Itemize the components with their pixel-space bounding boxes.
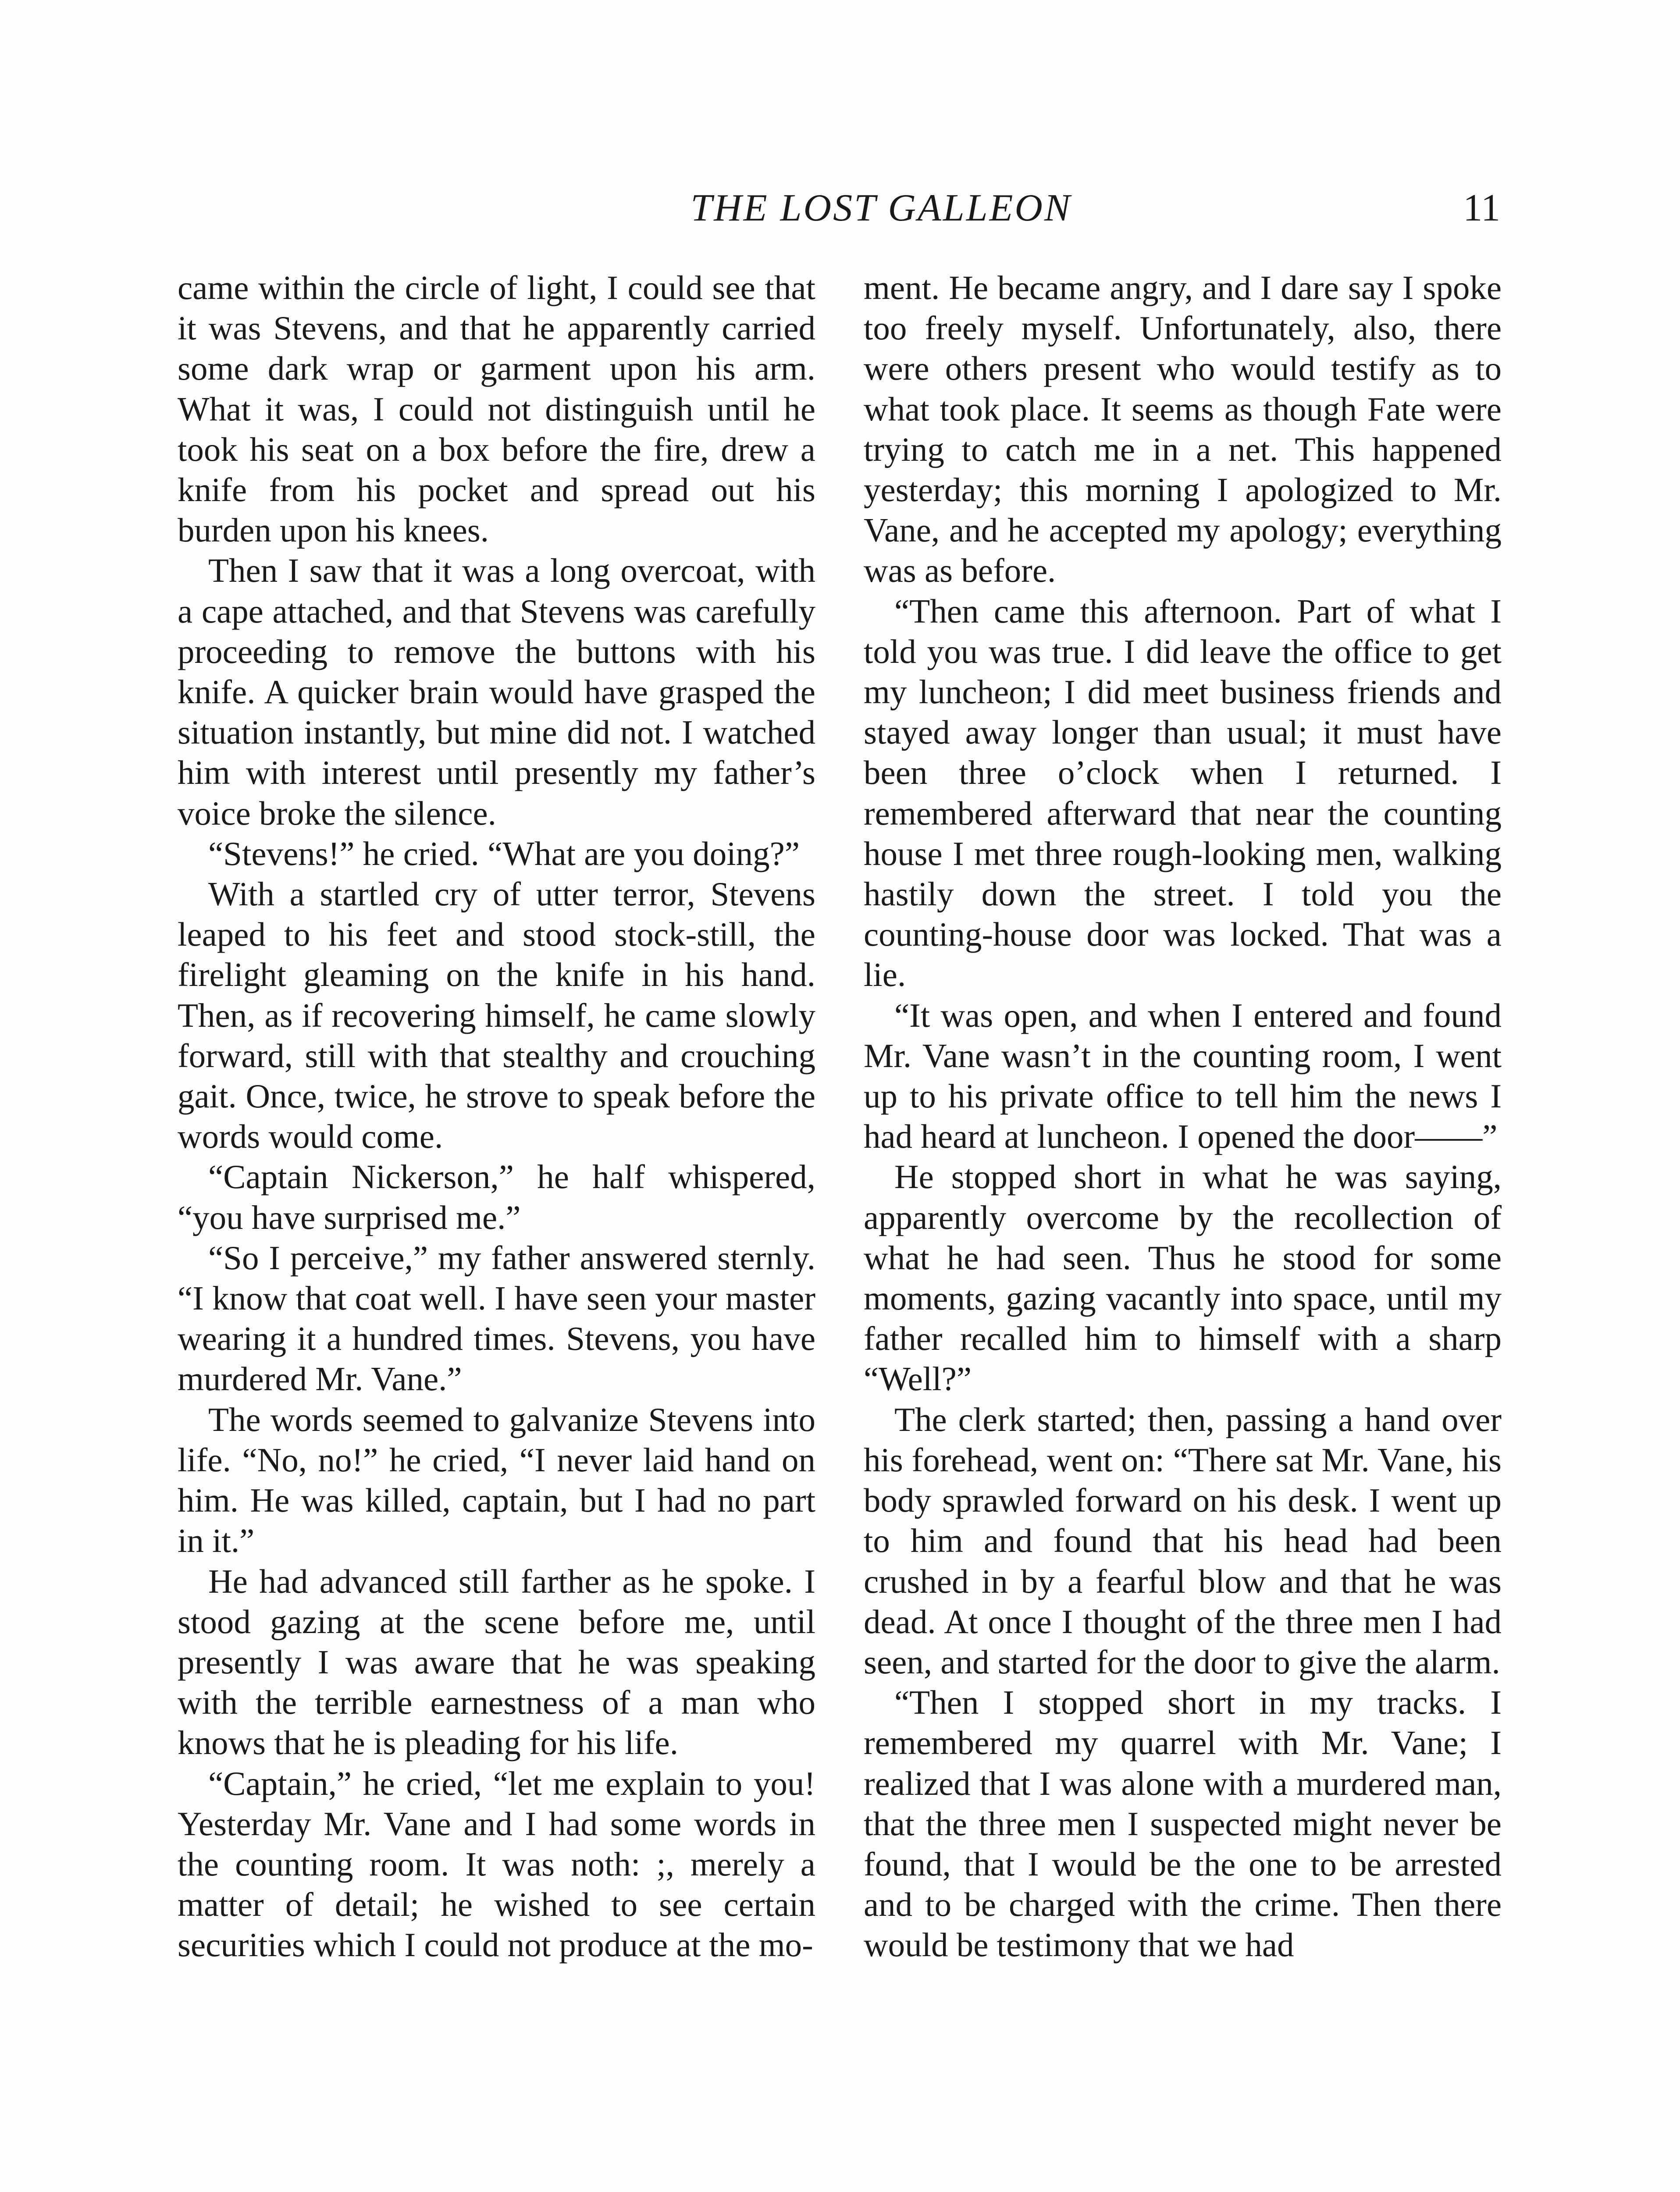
running-title: THE LOST GALLEON [691, 187, 1072, 229]
page-number: 11 [1463, 187, 1500, 229]
paragraph: “Captain Nickerson,” he half whispered, “you have surprised me.” [178, 1158, 815, 1236]
paragraph: ment. He became angry, and I dare say I spoke too freely myself. Unfortunately, also, there were others present who would testify as to what took place. It seems as though Fate were trying to catch me in a net. This happened yesterday; this morning I apologized to Mr. Vane, and he accepted my apology; everything was as before. [864, 269, 1502, 590]
paragraph: “Then came this afternoon. Part of what I told you was true. I did leave the office to get my luncheon; I did meet business friends and stayed away longer than usual; it must have been three o’clock when I returned. I remembered afterward that near the counting house I met three rough-looking men, walking hastily down the street. I told you the counting-house door was locked. That was a lie. [864, 592, 1502, 994]
left-column [178, 267, 815, 1965]
paragraph: With a startled cry of utter terror, Stevens leaped to his feet and stood stock-still, the firelight gleaming on the knife in his hand. Then, as if recovering himself, he came slowly forward, still with that stealthy and crouching gait. Once, twice, he strove to speak before the words would come. [178, 875, 815, 1156]
paragraph: “Stevens!” he cried. “What are you doing?” [208, 834, 800, 872]
paragraph: “It was open, and when I entered and found Mr. Vane wasn’t in the counting room, I went up to his private office to tell him the news I had heard at luncheon. I opened the door——” [864, 996, 1502, 1156]
paragraph: “Then I stopped short in my tracks. I remembered my quarrel with Mr. Vane; I realized that I was alone with a murdered man, that the three men I suspected might never be found, that I would be the one to be arrested and to be charged with the crime. Then there would be testimony that we had [864, 1683, 1502, 1964]
paragraph: The words seemed to galvanize Stevens into life. “No, no!” he cried, “I never laid hand on him. He was killed, captain, but I had no part in it.” [178, 1400, 815, 1560]
paragraph: Then I saw that it was a long overcoat, with a cape attached, and that Stevens was carefully proceeding to remove the buttons with his knife. A quicker brain would have grasped the situation instantly, but mine did not. I watched him with interest until presently my father’s voice broke the silence. [178, 552, 815, 832]
right-column [864, 267, 1502, 1965]
paragraph: The clerk started; then, passing a hand over his forehead, went on: “There sat Mr. Vane, his body sprawled forward on his desk. I went up to him and found that his head had been crushed in by a fearful blow and that he was dead. At once I thought of the three men I had seen, and started for the door to give the alarm. [864, 1400, 1502, 1681]
paragraph: He had advanced still farther as he spoke. I stood gazing at the scene before me, until presently I was aware that he was speaking with the terrible earnestness of a man who knows that he is pleading for his life. [178, 1562, 815, 1762]
paragraph: came within the circle of light, I could see that it was Stevens, and that he apparently carried some dark wrap or garment upon his arm. What it was, I could not distinguish until he took his seat on a box before the fire, drew a knife from his pocket and spread out his burden upon his knees. [178, 269, 815, 549]
paragraph: “So I perceive,” my father answered sternly. “I know that coat well. I have seen your master wearing it a hundred times. Stevens, you have murdered Mr. Vane.” [178, 1238, 815, 1398]
paragraph: He stopped short in what he was saying, apparently overcome by the recollection of what he had seen. Thus he stood for some moments, gazing vacantly into space, until my father recalled him to himself with a sharp “Well?” [864, 1158, 1502, 1398]
paragraph: “Captain,” he cried, “let me explain to you! Yesterday Mr. Vane and I had some words in the counting room. It was noth: ;, merely a matter of detail; he wished to see certain securities which I could not produce at the mo- [178, 1764, 815, 1964]
